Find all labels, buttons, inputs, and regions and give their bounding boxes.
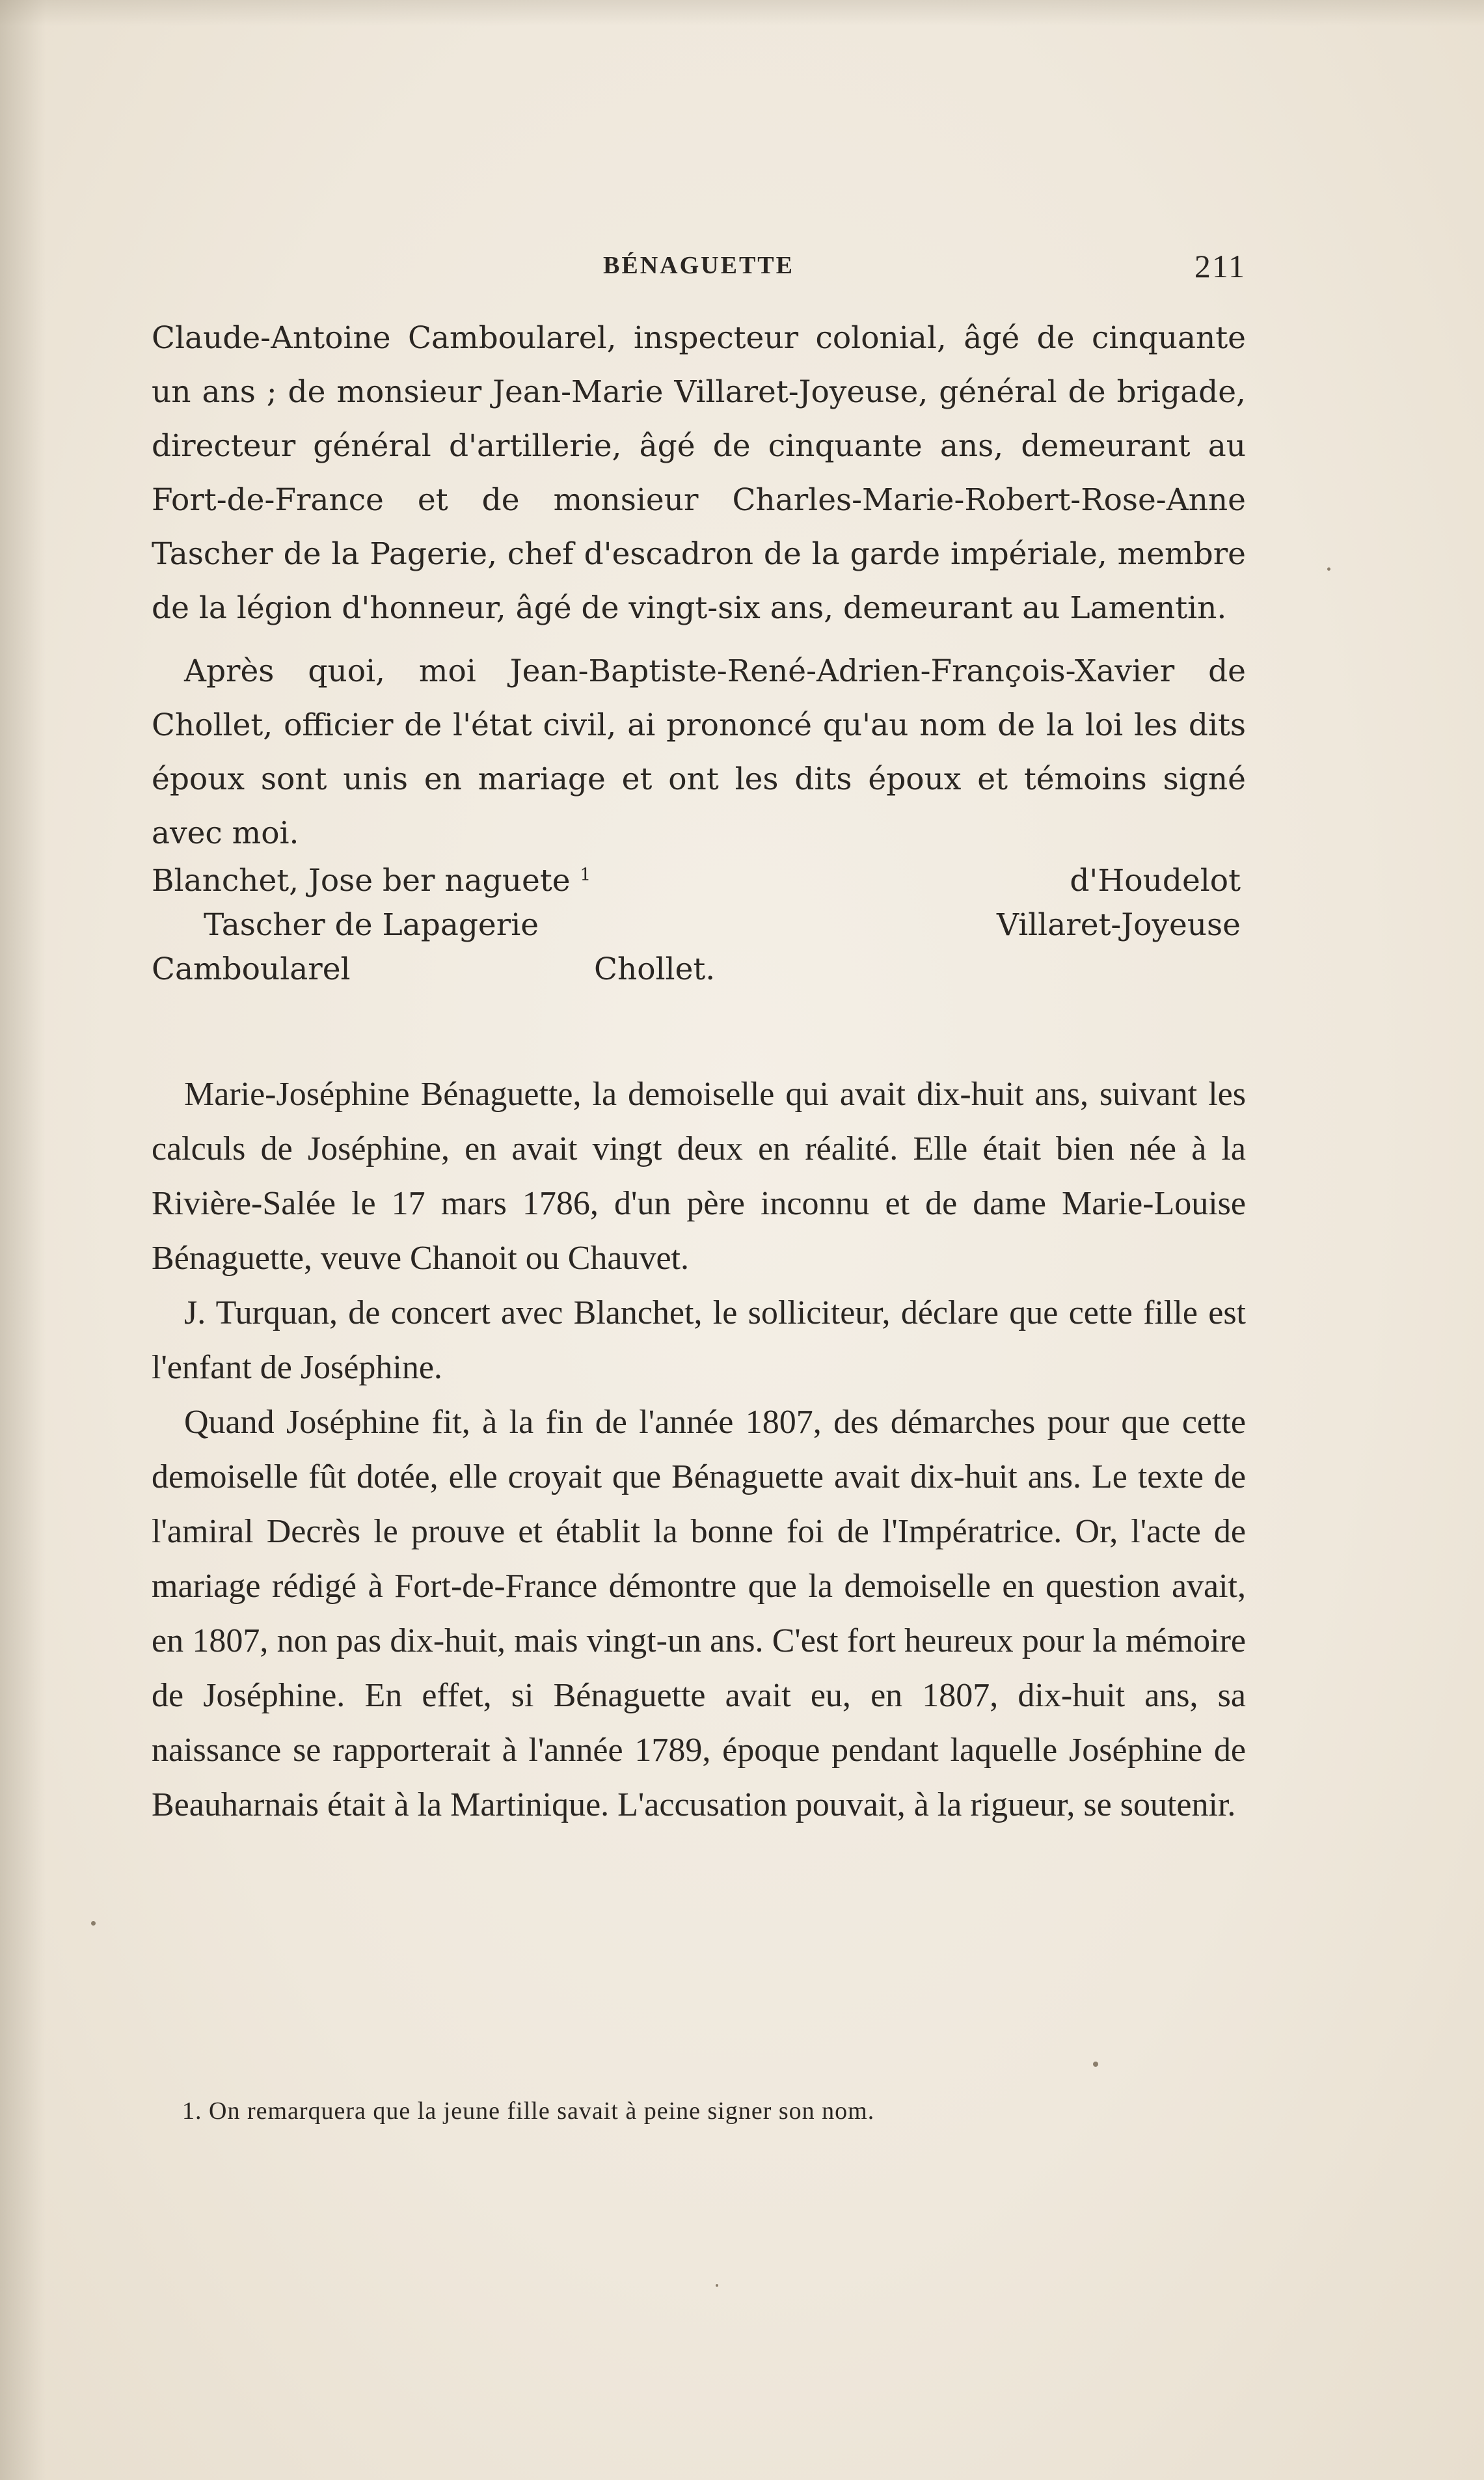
paper-speck <box>1327 567 1330 571</box>
signature-chollet: Chollet. <box>594 951 716 987</box>
signature-tascher: Tascher de Lapagerie <box>204 907 539 943</box>
footnote: 1. On remarquera que la jeune fille savait à peine signer son nom. <box>182 2097 875 2125</box>
footnote-marker: 1 <box>580 865 591 885</box>
signature-blanchet-text: Blanchet, Jose ber naguete <box>152 863 571 899</box>
running-title: BÉNAGUETTE <box>603 252 794 279</box>
main-text <box>152 1067 1246 1833</box>
page-number: 211 <box>1194 248 1246 284</box>
page-edge-shadow <box>0 0 46 2480</box>
body-paragraph: J. Turquan, de concert avec Blanchet, le solliciteur, déclare que cette fille est l'enfant de Joséphine. <box>152 1294 1246 1386</box>
page-top-shadow <box>0 0 1484 26</box>
signature-camboularel: Camboularel <box>152 951 351 987</box>
signature-block <box>152 859 1246 1009</box>
signature-houdelot: d'Houdelot <box>1070 863 1241 899</box>
record-paragraph-officiant: Après quoi, moi Jean-Baptiste-René-Adrien-François-Xavier de Chollet, officier de l'état civil, ai prononcé qu'au nom de la loi les dits époux sont unis en mariage et ont les dits époux et témoins signé avec moi. <box>152 653 1246 851</box>
record-paragraph-witnesses: Claude-Antoine Camboularel, inspecteur colonial, âgé de cinquante un ans ; de monsieur Jean-Marie Villaret-Joyeuse, général de brigade, directeur général d'artillerie, âgé de cinquante ans, demeurant au Fort-de-France et de monsieur Charles-Marie-Robert-Rose-Anne Tascher de la Pagerie, chef d'escadron de la garde impériale, membre de la légion d'honneur, âgé de vingt-six ans, demeurant au Lamentin. <box>152 320 1246 626</box>
signature-villaret: Villaret-Joyeuse <box>997 907 1241 943</box>
body-paragraph: Marie-Joséphine Bénaguette, la demoiselle qui avait dix-huit ans, suivant les calculs de Joséphine, en avait vingt deux en réalité. Elle était bien née à la Rivière-Salée le 17 mars 1786, d'un père inconnu et de dame Marie-Louise Bénaguette, veuve Chanoit ou Chauvet. <box>152 1076 1246 1277</box>
page-header <box>152 247 1246 286</box>
paper-speck <box>1093 2062 1098 2067</box>
paper-speck <box>91 1921 96 1926</box>
signature-blanchet <box>152 859 591 903</box>
body-paragraph: Quand Joséphine fit, à la fin de l'année 1807, des démarches pour que cette demoiselle fût dotée, elle croyait que Bénaguette avait dix-huit ans. Le texte de l'amiral Decrès le prouve et établit la bonne foi de l'Impératrice. Or, l'acte de mariage rédigé à Fort-de-France démontre que la demoiselle en question avait, en 1807, non pas dix-huit, mais vingt-un ans. C'est fort heureux pour la mémoire de Joséphine. En effet, si Bénaguette avait eu, en 1807, dix-huit ans, sa naissance se rapporterait à l'année 1789, époque pendant laquelle Joséphine de Beauharnais était à la Martinique. L'accusation pouvait, à la rigueur, se soutenir. <box>152 1404 1246 1823</box>
paper-speck <box>716 2284 718 2287</box>
